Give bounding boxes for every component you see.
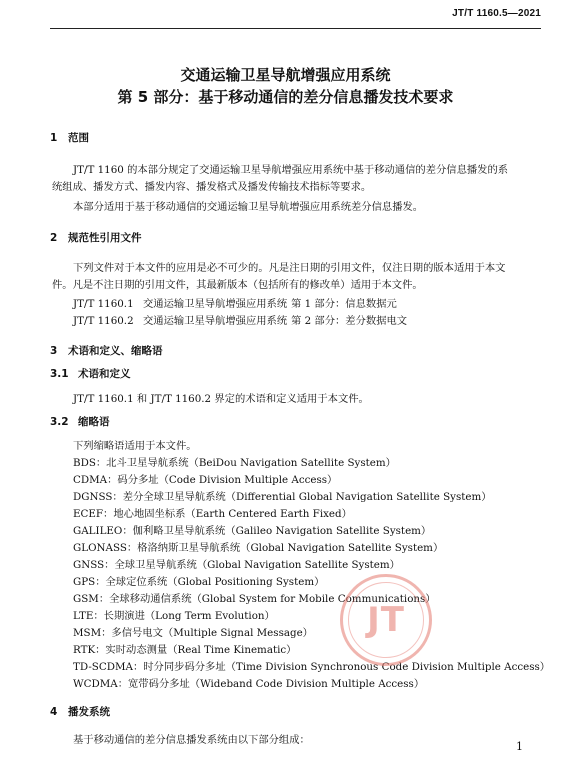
document-title-line2: 第 5 部分：基于移动通信的差分信息播发技术要求 [117,88,454,106]
abbreviation-item: GNSS：全球卫星导航系统（Global Navigation Satellite System） [73,559,400,571]
header-rule [50,28,541,29]
section-number: 3 [50,345,58,357]
abbreviation-item: GSM：全球移动通信系统（Global System for Mobile Communications） [73,593,436,605]
abbreviation-item: GPS：全球定位系统（Global Positioning System） [73,576,325,588]
subsection-title: 术语和定义 [78,368,131,380]
section-4-text: 基于移动通信的差分信息播发系统由以下部分组成： [73,734,310,746]
section-title: 范围 [68,132,89,144]
section-3-heading [50,343,163,358]
normative-reference: JT/T 1160.1 交通运输卫星导航增强应用系统 第 1 部分：信息数据元 [73,298,397,310]
abbreviation-item: GLONASS：格洛纳斯卫星导航系统（Global Navigation Satellite System） [73,542,444,554]
section-title: 规范性引用文件 [68,232,142,244]
subsection-title: 缩略语 [78,416,110,428]
watermark-stamp [340,574,432,666]
abbreviation-item: BDS：北斗卫星导航系统（BeiDou Navigation Satellite System） [73,457,396,469]
section-title: 术语和定义、缩略语 [68,345,163,357]
section-1-paragraph-1: JT/T 1160 的本部分规定了交通运输卫星导航增强应用系统中基于移动通信的差分信息播发的系 统组成、播发方式、播发内容、播发格式及播发传输技术指标等要求。 [52,164,509,193]
abbreviation-item: TD-SCDMA：时分同步码分多址（Time Division Synchronous Code Division Multiple Access） [73,661,551,673]
standard-code: JT/T 1160.5—2021 [452,8,541,19]
section-4-heading [50,704,110,719]
abbreviation-item: GALILEO：伽利略卫星导航系统（Galileo Navigation Satellite System） [73,525,432,537]
document-title-line1: 交通运输卫星导航增强应用系统 [180,66,391,84]
section-1-heading [50,130,89,145]
abbreviations-intro: 下列缩略语适用于本文件。 [73,440,197,452]
subsection-number: 3.1 [50,368,69,380]
page-number: 1 [516,740,523,753]
section-number: 4 [50,706,58,718]
section-number: 1 [50,132,58,144]
section-2-paragraph-1: 下列文件对于本文件的应用是必不可少的。凡是注日期的引用文件，仅注日期的版本适用于本文 件。凡是不注日期的引用文件，其最新版本（包括所有的修改单）适用于本文件。 [52,262,506,291]
abbreviation-item: CDMA：码分多址（Code Division Multiple Access） [73,474,338,486]
abbreviation-item: LTE：长期演进（Long Term Evolution） [73,610,275,622]
section-2-heading [50,230,142,245]
subsection-3-2-heading [50,414,110,429]
subsection-3-1-heading [50,366,131,381]
abbreviation-item: MSM：多信号电文（Multiple Signal Message） [73,627,313,639]
abbreviation-item: ECEF：地心地固坐标系（Earth Centered Earth Fixed） [73,508,352,520]
normative-reference: JT/T 1160.2 交通运输卫星导航增强应用系统 第 2 部分：差分数据电文 [73,315,408,327]
subsection-number: 3.2 [50,416,69,428]
abbreviation-item: RTK：实时动态测量（Real Time Kinematic） [73,644,297,656]
section-title: 播发系统 [68,706,110,718]
abbreviation-item: WCDMA：宽带码分多址（Wideband Code Division Multiple Access） [73,678,425,690]
section-1-paragraph-2: 本部分适用于基于移动通信的交通运输卫星导航增强应用系统差分信息播发。 [73,201,424,213]
stamp-logo-text: JT [367,600,405,640]
section-number: 2 [50,232,58,244]
subsection-3-1-text: JT/T 1160.1 和 JT/T 1160.2 界定的术语和定义适用于本文件。 [73,393,369,405]
abbreviation-item: DGNSS：差分全球卫星导航系统（Differential Global Navigation Satellite System） [73,491,492,503]
